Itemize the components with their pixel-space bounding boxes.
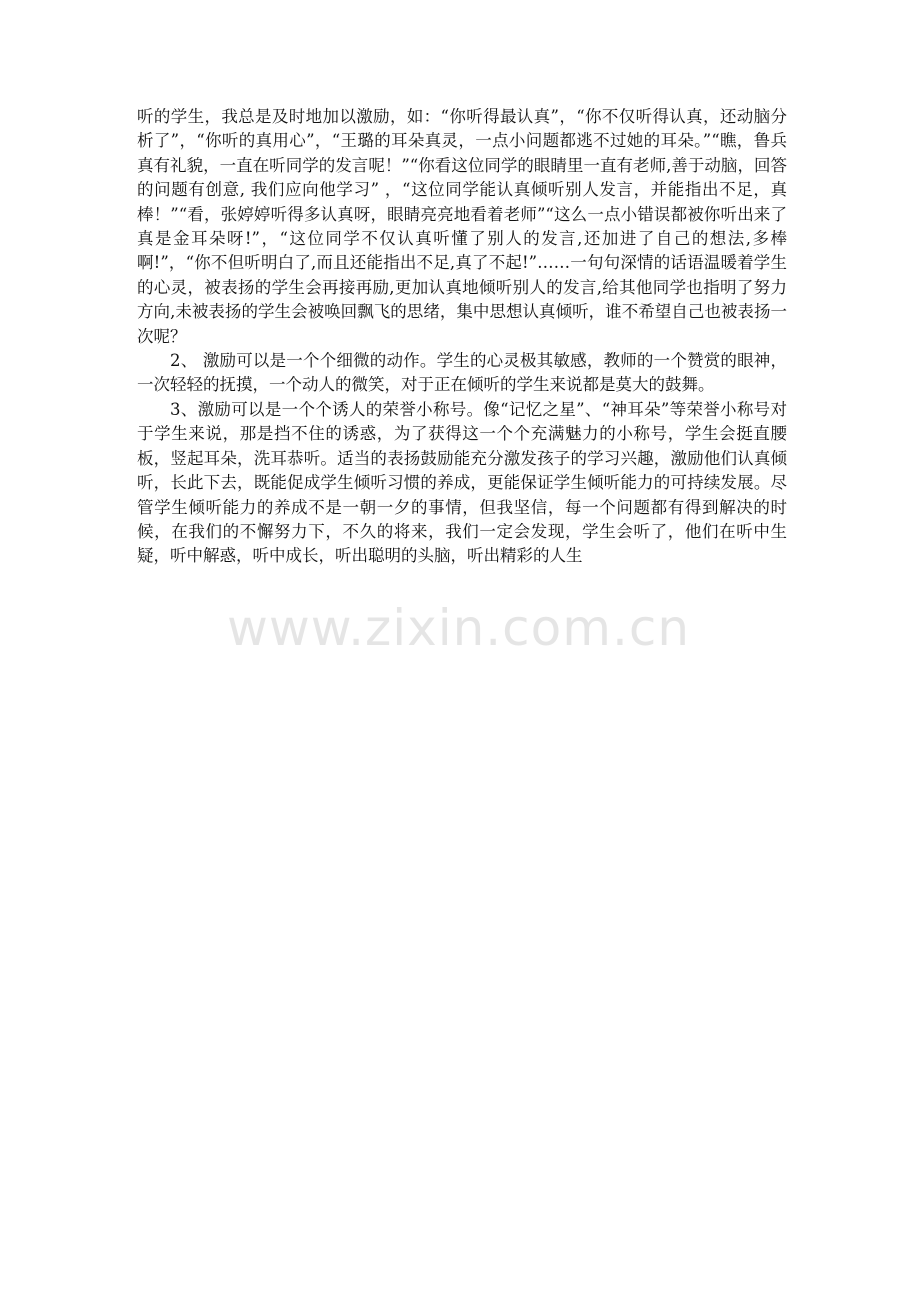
watermark-text: www.zixin.com.cn <box>227 599 691 657</box>
paragraph-2: 2、 激励可以是一个个细微的动作。学生的心灵极其敏感，教师的一个赞赏的眼神，一次轻轻的抚摸，一个动人的微笑，对于正在倾听的学生来说都是莫大的鼓舞。 <box>137 351 787 395</box>
document-body <box>137 105 787 569</box>
paragraph-3: 3、激励可以是一个个诱人的荣誉小称号。像“记忆之星”、“神耳朵”等荣誉小称号对于学生来说，那是挡不住的诱惑，为了获得这一个个充满魅力的小称号，学生会挺直腰板，竖起耳朵，洗耳恭听。适当的表扬鼓励能充分激发孩子的学习兴趣，激励他们认真倾听，长此下去，既能促成学生倾听习惯的养成，更能保证学生倾听能力的可持续发展。尽管学生倾听能力的养成不是一朝一夕的事情，但我坚信，每一个问题都有得到解决的时候，在我们的不懈努力下，不久的将来，我们一定会发现，学生会听了，他们在听中生疑，听中解惑，听中成长，听出聪明的头脑，听出精彩的人生 <box>137 399 787 566</box>
paragraph-1: 听的学生，我总是及时地加以激励，如：“你听得最认真”，“你不仅听得认真，还动脑分析了”，“你听的真用心”，“王璐的耳朵真灵，一点小问题都逃不过她的耳朵。”“瞧，鲁兵真有礼貌，一直在听同学的发言呢！”“你看这位同学的眼睛里一直有老师,善于动脑，回答的问题有创意, 我们应向他学习” ，“这位同学能认真倾听别人发言，并能指出不足，真棒！”“看，张婷婷听得多认真呀，眼睛亮亮地看着老师”“这么一点小错误都被你听出来了真是金耳朵呀!”，“这位同学不仅认真听懂了别人的发言,还加进了自己的想法,多棒啊!”，“你不但听明白了,而且还能指出不足,真了不起!”……一句句深情的话语温暖着学生的心灵，被表扬的学生会再接再励,更加认真地倾听别人的发言,给其他同学也指明了努力方向,未被表扬的学生会被唤回飘飞的思绪，集中思想认真倾听，谁不希望自己也被表扬一次呢？ <box>137 107 787 346</box>
